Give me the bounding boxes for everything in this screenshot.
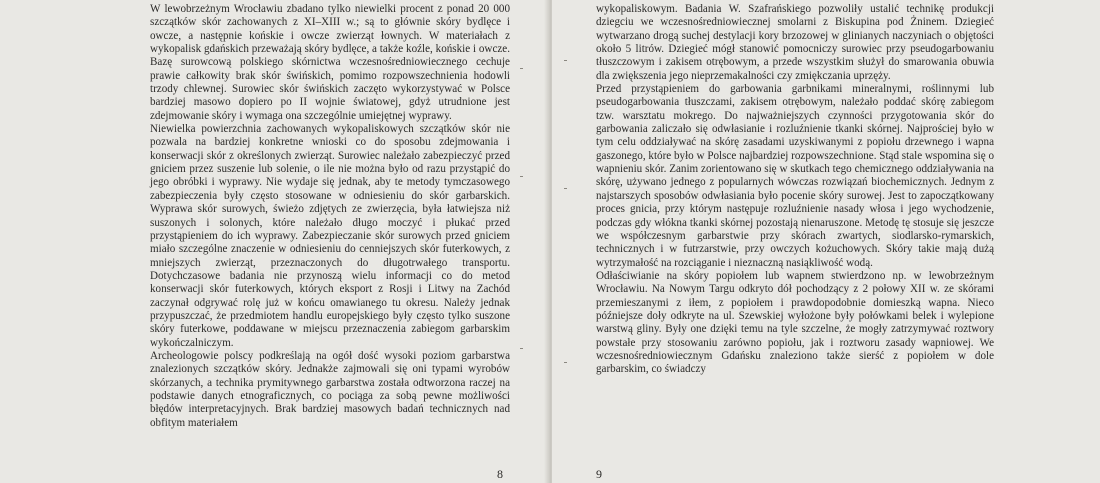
margin-mark: [564, 188, 567, 189]
paragraph: wykopaliskowym. Badania W. Szafrańskiego pozwoliły ustalić technikę produkcji dziegciu we wczesnośredniowiecznej smolarni z Biskupina pod Żninem. Dziegieć wytwarzano drogą suchej destylacji kory brzozowej w glinianych naczyniach o objętości około 5 litrów. Dziegieć mógł stanowić pomocniczy surowiec przy pseudogarbowaniu tłuszczowym i zakisem otrębowym, a przede wszystkim służył do smarowania obuwia dla zwiększenia jego nieprzemakalności czy zmiękczania uprzęży.: [596, 3, 994, 82]
paragraph: W lewobrzeżnym Wrocławiu zbadano tylko niewielki procent z ponad 20 000 szczątków skór zachowanych z XI–XIII w.; są to głównie skóry bydlęce i owcze, a następnie końskie i owcze zwierząt łownych. W materiałach z wykopalisk gdańskich przeważają skóry bydlęce, a także koźle, końskie i owcze. Bazę surowcową polskiego skórnictwa wczesnośredniowiecznego cechuje prawie całkowity brak skór świńskich, pomimo rozpowszechnienia hodowli trzody chlewnej. Surowiec skór świńskich zaczęto wykorzystywać w Polsce bardziej masowo dopiero po II wojnie światowej, gdyż utrudnione jest zdejmowanie skóry i wymaga ona szczególnie umiejętnej wyprawy.: [150, 3, 510, 122]
margin-mark: [564, 362, 567, 363]
paragraph: Przed przystąpieniem do garbowania garbnikami mineralnymi, roślinnymi lub pseudogarbowania tłuszczami, zakisem otrębowym, należało poddać skórę zabiegom tzw. warsztatu mokrego. Do najważniejszych czynności przygotowania skór do garbowania zaliczało się odwłasianie i rozluźnienie tkanki skórnej. Najprościej było w tym celu oddziaływać na skórę zasadami uzyskiwanymi z popiołu drzewnego i wapna gaszonego, które było w Polsce najbardziej rozpowszechnione. Stąd stale wspomina się o wapnieniu skór. Zanim zorientowano się w skutkach tego chemicznego oddziaływania na skórę, używano jednego z popularnych wówczas rozwiązań biochemicznych. Jednym z najstarszych sposobów odwłasiania było pocenie skóry surowej. Jest to zapoczątkowany proces gnicia, przy którym następuje rozluźnienie nasady włosa i jego wychodzenie, podczas gdy włókna tkanki skórnej pozostają nienaruszone. Metodę tę stosuje się jeszcze we współczesnym garbarstwie przy skórach zwartych, siodlarsko-rymarskich, technicznych i w futrzarstwie, przy owczych kożuchowych. Skóry takie mają dużą wytrzymałość na rozciąganie i nieznaczną nasiąkliwość wodą.: [596, 83, 994, 269]
margin-mark: [520, 68, 523, 69]
paragraph: Niewielka powierzchnia zachowanych wykopaliskowych szczątków skór nie pozwala na bardziej konkretne wnioski co do sposobu zdejmowania i konserwacji skór z określonych zwierząt. Surowiec należało zabezpieczyć przed gniciem przez suszenie lub solenie, o ile nie można było od razu przystąpić do jego obróbki i wyprawy. Nie wydaje się jednak, aby te metody tymczasowego zabezpieczenia były często stosowane w odniesieniu do skór garbarskich. Wyprawa skór surowych, świeżo zdjętych ze zwierzęcia, była łatwiejsza niż suszonych i solonych, które należało długo moczyć i płukać przed przystąpieniem do ich wyprawy. Zabezpieczanie skór surowych przed gniciem miało szczególne znaczenie w odniesieniu do cenniejszych skór futerkowych, z mniejszych zwierząt, przeznaczonych do długotrwałego transportu. Dotychczasowe badania nie przynoszą wielu informacji co do metod konserwacji skór futerkowych, których eksport z Rosji i Litwy na Zachód zaczynał odgrywać rolę już w końcu omawianego tu okresu. Należy jednak przypuszczać, że przedmiotem handlu europejskiego były często tylko suszone skóry futerkowe, poddawane w miejscu przeznaczenia zabiegom garbarskim wykończalniczym.: [150, 123, 510, 349]
paragraph: Odłaściwianie na skóry popiołem lub wapnem stwierdzono np. w lewobrzeżnym Wrocławiu. Na Nowym Targu odkryto dół pochodzący z 2 połowy XII w. ze skórami przemieszanymi z iłem, z popiołem i prawdopodobnie domieszką wapna. Nieco późniejsze doły odkryte na ul. Szewskiej wyłożone były połówkami belek i wylepione warstwą gliny. Były one dzięki temu na tyle szczelne, że mogły zatrzymywać roztwory powstałe przy stosowaniu zarówno popiołu, jak i roztworu zasady wapniowej. We wczesnośredniowiecznym Gdańsku znaleziono także sierść z popiołem w dole garbarskim, co świadczy: [596, 269, 994, 376]
page-number: 8: [497, 467, 503, 481]
page-number: 9: [596, 467, 602, 481]
margin-mark: [564, 60, 567, 61]
left-page: [0, 0, 548, 483]
paragraph: Archeologowie polscy podkreślają na ogół dość wysoki poziom garbarstwa znalezionych szczątków skóry. Jednakże zajmowali się oni typami wyrobów skórzanych, a technika prymitywnego garbarstwa została odtworzona raczej na podstawie danych etnograficznych, co pociąga za sobą pewne możliwości błędów interpretacyjnych. Brak bardziej masowych badań technicznych nad obfitym materiałem: [150, 349, 510, 429]
margin-mark: [520, 348, 523, 349]
right-page-text: [596, 3, 994, 377]
margin-mark: [520, 176, 523, 177]
right-page: [552, 0, 1100, 483]
left-page-text: [150, 3, 510, 430]
